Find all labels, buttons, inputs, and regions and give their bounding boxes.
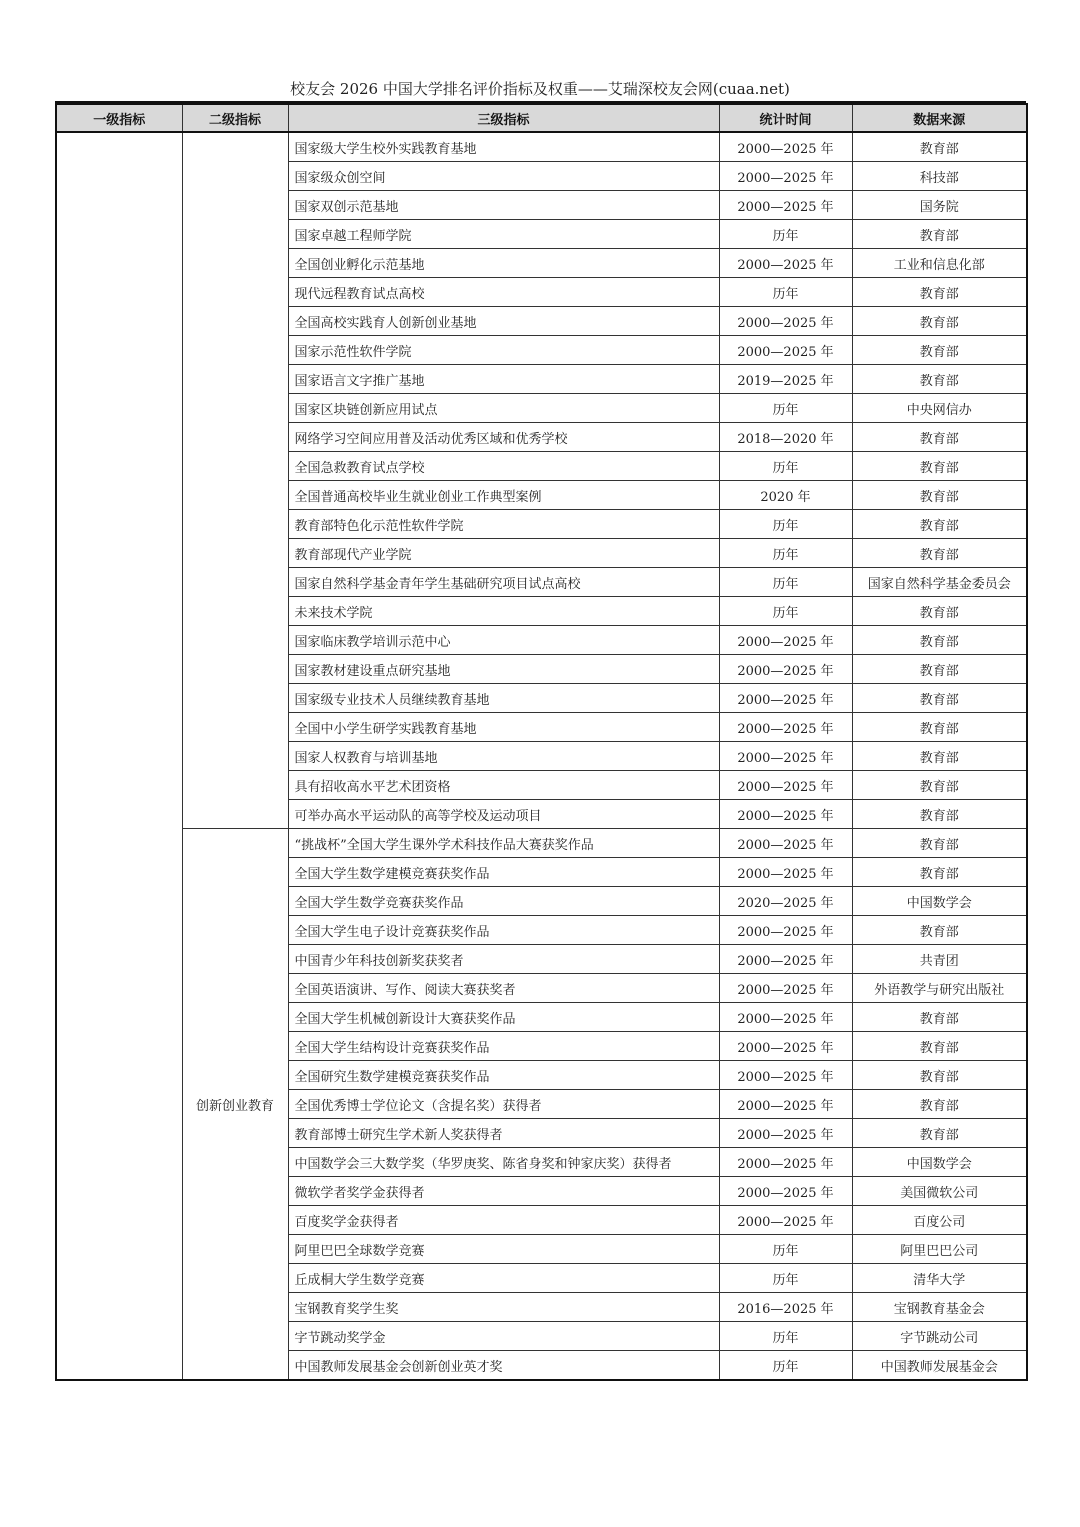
table-row bbox=[56, 829, 1027, 858]
period-cell: 2020 年 bbox=[719, 481, 852, 510]
level3-indicator-cell: 网络学习空间应用普及活动优秀区域和优秀学校 bbox=[288, 423, 719, 452]
level3-indicator-cell: 微软学者奖学金获得者 bbox=[288, 1177, 719, 1206]
period-cell: 2000—2025 年 bbox=[719, 916, 852, 945]
period-cell: 历年 bbox=[719, 278, 852, 307]
source-cell: 教育部 bbox=[852, 510, 1027, 539]
level3-indicator-cell: 全国普通高校毕业生就业创业工作典型案例 bbox=[288, 481, 719, 510]
level3-indicator-cell: 国家级专业技术人员继续教育基地 bbox=[288, 684, 719, 713]
level3-indicator-cell: 全国英语演讲、写作、阅读大赛获奖者 bbox=[288, 974, 719, 1003]
period-cell: 2000—2025 年 bbox=[719, 132, 852, 162]
source-cell: 教育部 bbox=[852, 713, 1027, 742]
level3-indicator-cell: 宝钢教育奖学生奖 bbox=[288, 1293, 719, 1322]
source-cell: 教育部 bbox=[852, 336, 1027, 365]
level3-indicator-cell: 阿里巴巴全球数学竞赛 bbox=[288, 1235, 719, 1264]
source-cell: 教育部 bbox=[852, 800, 1027, 829]
level3-indicator-cell: 具有招收高水平艺术团资格 bbox=[288, 771, 719, 800]
period-cell: 2000—2025 年 bbox=[719, 1206, 852, 1235]
source-cell: 教育部 bbox=[852, 626, 1027, 655]
header-level2: 二级指标 bbox=[182, 104, 288, 132]
document-title: 校友会 2026 中国大学排名评价指标及权重——艾瑞深校友会网(cuaa.net) bbox=[290, 80, 790, 98]
level3-indicator-cell: 全国大学生数学竞赛获奖作品 bbox=[288, 887, 719, 916]
period-cell: 历年 bbox=[719, 1351, 852, 1381]
table-row bbox=[56, 132, 1027, 162]
level3-indicator-cell: 中国青少年科技创新奖获奖者 bbox=[288, 945, 719, 974]
source-cell: 教育部 bbox=[852, 829, 1027, 858]
period-cell: 2000—2025 年 bbox=[719, 1177, 852, 1206]
source-cell: 教育部 bbox=[852, 655, 1027, 684]
level3-indicator-cell: 国家教材建设重点研究基地 bbox=[288, 655, 719, 684]
table-body bbox=[56, 132, 1027, 1380]
period-cell: 2000—2025 年 bbox=[719, 626, 852, 655]
period-cell: 2000—2025 年 bbox=[719, 974, 852, 1003]
source-cell: 教育部 bbox=[852, 539, 1027, 568]
source-cell: 教育部 bbox=[852, 597, 1027, 626]
header-period: 统计时间 bbox=[719, 104, 852, 132]
level3-indicator-cell: 国家语言文字推广基地 bbox=[288, 365, 719, 394]
level3-indicator-cell: 教育部现代产业学院 bbox=[288, 539, 719, 568]
period-cell: 历年 bbox=[719, 597, 852, 626]
source-cell: 教育部 bbox=[852, 916, 1027, 945]
period-cell: 2000—2025 年 bbox=[719, 191, 852, 220]
level3-indicator-cell: 全国创业孵化示范基地 bbox=[288, 249, 719, 278]
period-cell: 历年 bbox=[719, 510, 852, 539]
period-cell: 2000—2025 年 bbox=[719, 713, 852, 742]
source-cell: 美国微软公司 bbox=[852, 1177, 1027, 1206]
source-cell: 教育部 bbox=[852, 1061, 1027, 1090]
source-cell: 中国数学会 bbox=[852, 887, 1027, 916]
period-cell: 2016—2025 年 bbox=[719, 1293, 852, 1322]
level3-indicator-cell: 国家卓越工程师学院 bbox=[288, 220, 719, 249]
source-cell: 教育部 bbox=[852, 858, 1027, 887]
header-row bbox=[56, 104, 1027, 132]
period-cell: 2020—2025 年 bbox=[719, 887, 852, 916]
source-cell: 国家自然科学基金委员会 bbox=[852, 568, 1027, 597]
period-cell: 2000—2025 年 bbox=[719, 1090, 852, 1119]
level3-indicator-cell: 教育部特色化示范性软件学院 bbox=[288, 510, 719, 539]
period-cell: 2000—2025 年 bbox=[719, 1119, 852, 1148]
level3-indicator-cell: 百度奖学金获得者 bbox=[288, 1206, 719, 1235]
level3-indicator-cell: 国家双创示范基地 bbox=[288, 191, 719, 220]
level3-indicator-cell: 未来技术学院 bbox=[288, 597, 719, 626]
source-cell: 教育部 bbox=[852, 278, 1027, 307]
source-cell: 中国教师发展基金会 bbox=[852, 1351, 1027, 1381]
period-cell: 2000—2025 年 bbox=[719, 945, 852, 974]
period-cell: 2000—2025 年 bbox=[719, 249, 852, 278]
period-cell: 2018—2020 年 bbox=[719, 423, 852, 452]
level1-cell bbox=[56, 132, 182, 1380]
level3-indicator-cell: 中国数学会三大数学奖（华罗庚奖、陈省身奖和钟家庆奖）获得者 bbox=[288, 1148, 719, 1177]
period-cell: 2000—2025 年 bbox=[719, 307, 852, 336]
level3-indicator-cell: 全国大学生机械创新设计大赛获奖作品 bbox=[288, 1003, 719, 1032]
period-cell: 2000—2025 年 bbox=[719, 800, 852, 829]
level3-indicator-cell: 全国大学生数学建模竞赛获奖作品 bbox=[288, 858, 719, 887]
indicator-table bbox=[55, 103, 1028, 1381]
source-cell: 百度公司 bbox=[852, 1206, 1027, 1235]
source-cell: 工业和信息化部 bbox=[852, 249, 1027, 278]
header-level3: 三级指标 bbox=[288, 104, 719, 132]
period-cell: 2000—2025 年 bbox=[719, 1003, 852, 1032]
source-cell: 教育部 bbox=[852, 1032, 1027, 1061]
period-cell: 历年 bbox=[719, 568, 852, 597]
level3-indicator-cell: 国家自然科学基金青年学生基础研究项目试点高校 bbox=[288, 568, 719, 597]
level3-indicator-cell: 国家区块链创新应用试点 bbox=[288, 394, 719, 423]
source-cell: 科技部 bbox=[852, 162, 1027, 191]
source-cell: 教育部 bbox=[852, 220, 1027, 249]
source-cell: 中央网信办 bbox=[852, 394, 1027, 423]
level3-indicator-cell: 全国研究生数学建模竞赛获奖作品 bbox=[288, 1061, 719, 1090]
level3-indicator-cell: 丘成桐大学生数学竞赛 bbox=[288, 1264, 719, 1293]
level3-indicator-cell: 全国大学生结构设计竞赛获奖作品 bbox=[288, 1032, 719, 1061]
level3-indicator-cell: 中国教师发展基金会创新创业英才奖 bbox=[288, 1351, 719, 1381]
source-cell: 字节跳动公司 bbox=[852, 1322, 1027, 1351]
source-cell: 教育部 bbox=[852, 1119, 1027, 1148]
header-level1: 一级指标 bbox=[56, 104, 182, 132]
source-cell: 教育部 bbox=[852, 1003, 1027, 1032]
source-cell: 教育部 bbox=[852, 771, 1027, 800]
period-cell: 历年 bbox=[719, 1264, 852, 1293]
period-cell: 2000—2025 年 bbox=[719, 162, 852, 191]
period-cell: 历年 bbox=[719, 452, 852, 481]
source-cell: 教育部 bbox=[852, 481, 1027, 510]
source-cell: 外语教学与研究出版社 bbox=[852, 974, 1027, 1003]
source-cell: 清华大学 bbox=[852, 1264, 1027, 1293]
period-cell: 2000—2025 年 bbox=[719, 858, 852, 887]
period-cell: 2000—2025 年 bbox=[719, 742, 852, 771]
level3-indicator-cell: 可举办高水平运动队的高等学校及运动项目 bbox=[288, 800, 719, 829]
source-cell: 教育部 bbox=[852, 423, 1027, 452]
level3-indicator-cell: 现代远程教育试点高校 bbox=[288, 278, 719, 307]
source-cell: 共青团 bbox=[852, 945, 1027, 974]
period-cell: 历年 bbox=[719, 1235, 852, 1264]
period-cell: 2000—2025 年 bbox=[719, 829, 852, 858]
source-cell: 教育部 bbox=[852, 307, 1027, 336]
period-cell: 历年 bbox=[719, 220, 852, 249]
period-cell: 2000—2025 年 bbox=[719, 1061, 852, 1090]
level3-indicator-cell: 教育部博士研究生学术新人奖获得者 bbox=[288, 1119, 719, 1148]
period-cell: 2000—2025 年 bbox=[719, 1032, 852, 1061]
level3-indicator-cell: 全国急救教育试点学校 bbox=[288, 452, 719, 481]
period-cell: 2000—2025 年 bbox=[719, 684, 852, 713]
period-cell: 2000—2025 年 bbox=[719, 655, 852, 684]
source-cell: 教育部 bbox=[852, 132, 1027, 162]
source-cell: 教育部 bbox=[852, 684, 1027, 713]
source-cell: 教育部 bbox=[852, 365, 1027, 394]
source-cell: 中国数学会 bbox=[852, 1148, 1027, 1177]
source-cell: 教育部 bbox=[852, 742, 1027, 771]
period-cell: 历年 bbox=[719, 539, 852, 568]
source-cell: 宝钢教育基金会 bbox=[852, 1293, 1027, 1322]
level3-indicator-cell: 全国大学生电子设计竞赛获奖作品 bbox=[288, 916, 719, 945]
source-cell: 国务院 bbox=[852, 191, 1027, 220]
header-source: 数据来源 bbox=[852, 104, 1027, 132]
level3-indicator-cell: 国家人权教育与培训基地 bbox=[288, 742, 719, 771]
source-cell: 教育部 bbox=[852, 1090, 1027, 1119]
period-cell: 2019—2025 年 bbox=[719, 365, 852, 394]
level2-cell: 创新创业教育 bbox=[182, 829, 288, 1381]
period-cell: 2000—2025 年 bbox=[719, 1148, 852, 1177]
level3-indicator-cell: 全国中小学生研学实践教育基地 bbox=[288, 713, 719, 742]
level2-cell bbox=[182, 132, 288, 829]
period-cell: 历年 bbox=[719, 1322, 852, 1351]
level3-indicator-cell: 国家示范性软件学院 bbox=[288, 336, 719, 365]
level3-indicator-cell: 全国高校实践育人创新创业基地 bbox=[288, 307, 719, 336]
level3-indicator-cell: “挑战杯”全国大学生课外学术科技作品大赛获奖作品 bbox=[288, 829, 719, 858]
level3-indicator-cell: 字节跳动奖学金 bbox=[288, 1322, 719, 1351]
source-cell: 教育部 bbox=[852, 452, 1027, 481]
level3-indicator-cell: 全国优秀博士学位论文（含提名奖）获得者 bbox=[288, 1090, 719, 1119]
level3-indicator-cell: 国家临床教学培训示范中心 bbox=[288, 626, 719, 655]
period-cell: 2000—2025 年 bbox=[719, 771, 852, 800]
period-cell: 历年 bbox=[719, 394, 852, 423]
level3-indicator-cell: 国家级大学生校外实践教育基地 bbox=[288, 132, 719, 162]
period-cell: 2000—2025 年 bbox=[719, 336, 852, 365]
source-cell: 阿里巴巴公司 bbox=[852, 1235, 1027, 1264]
level3-indicator-cell: 国家级众创空间 bbox=[288, 162, 719, 191]
